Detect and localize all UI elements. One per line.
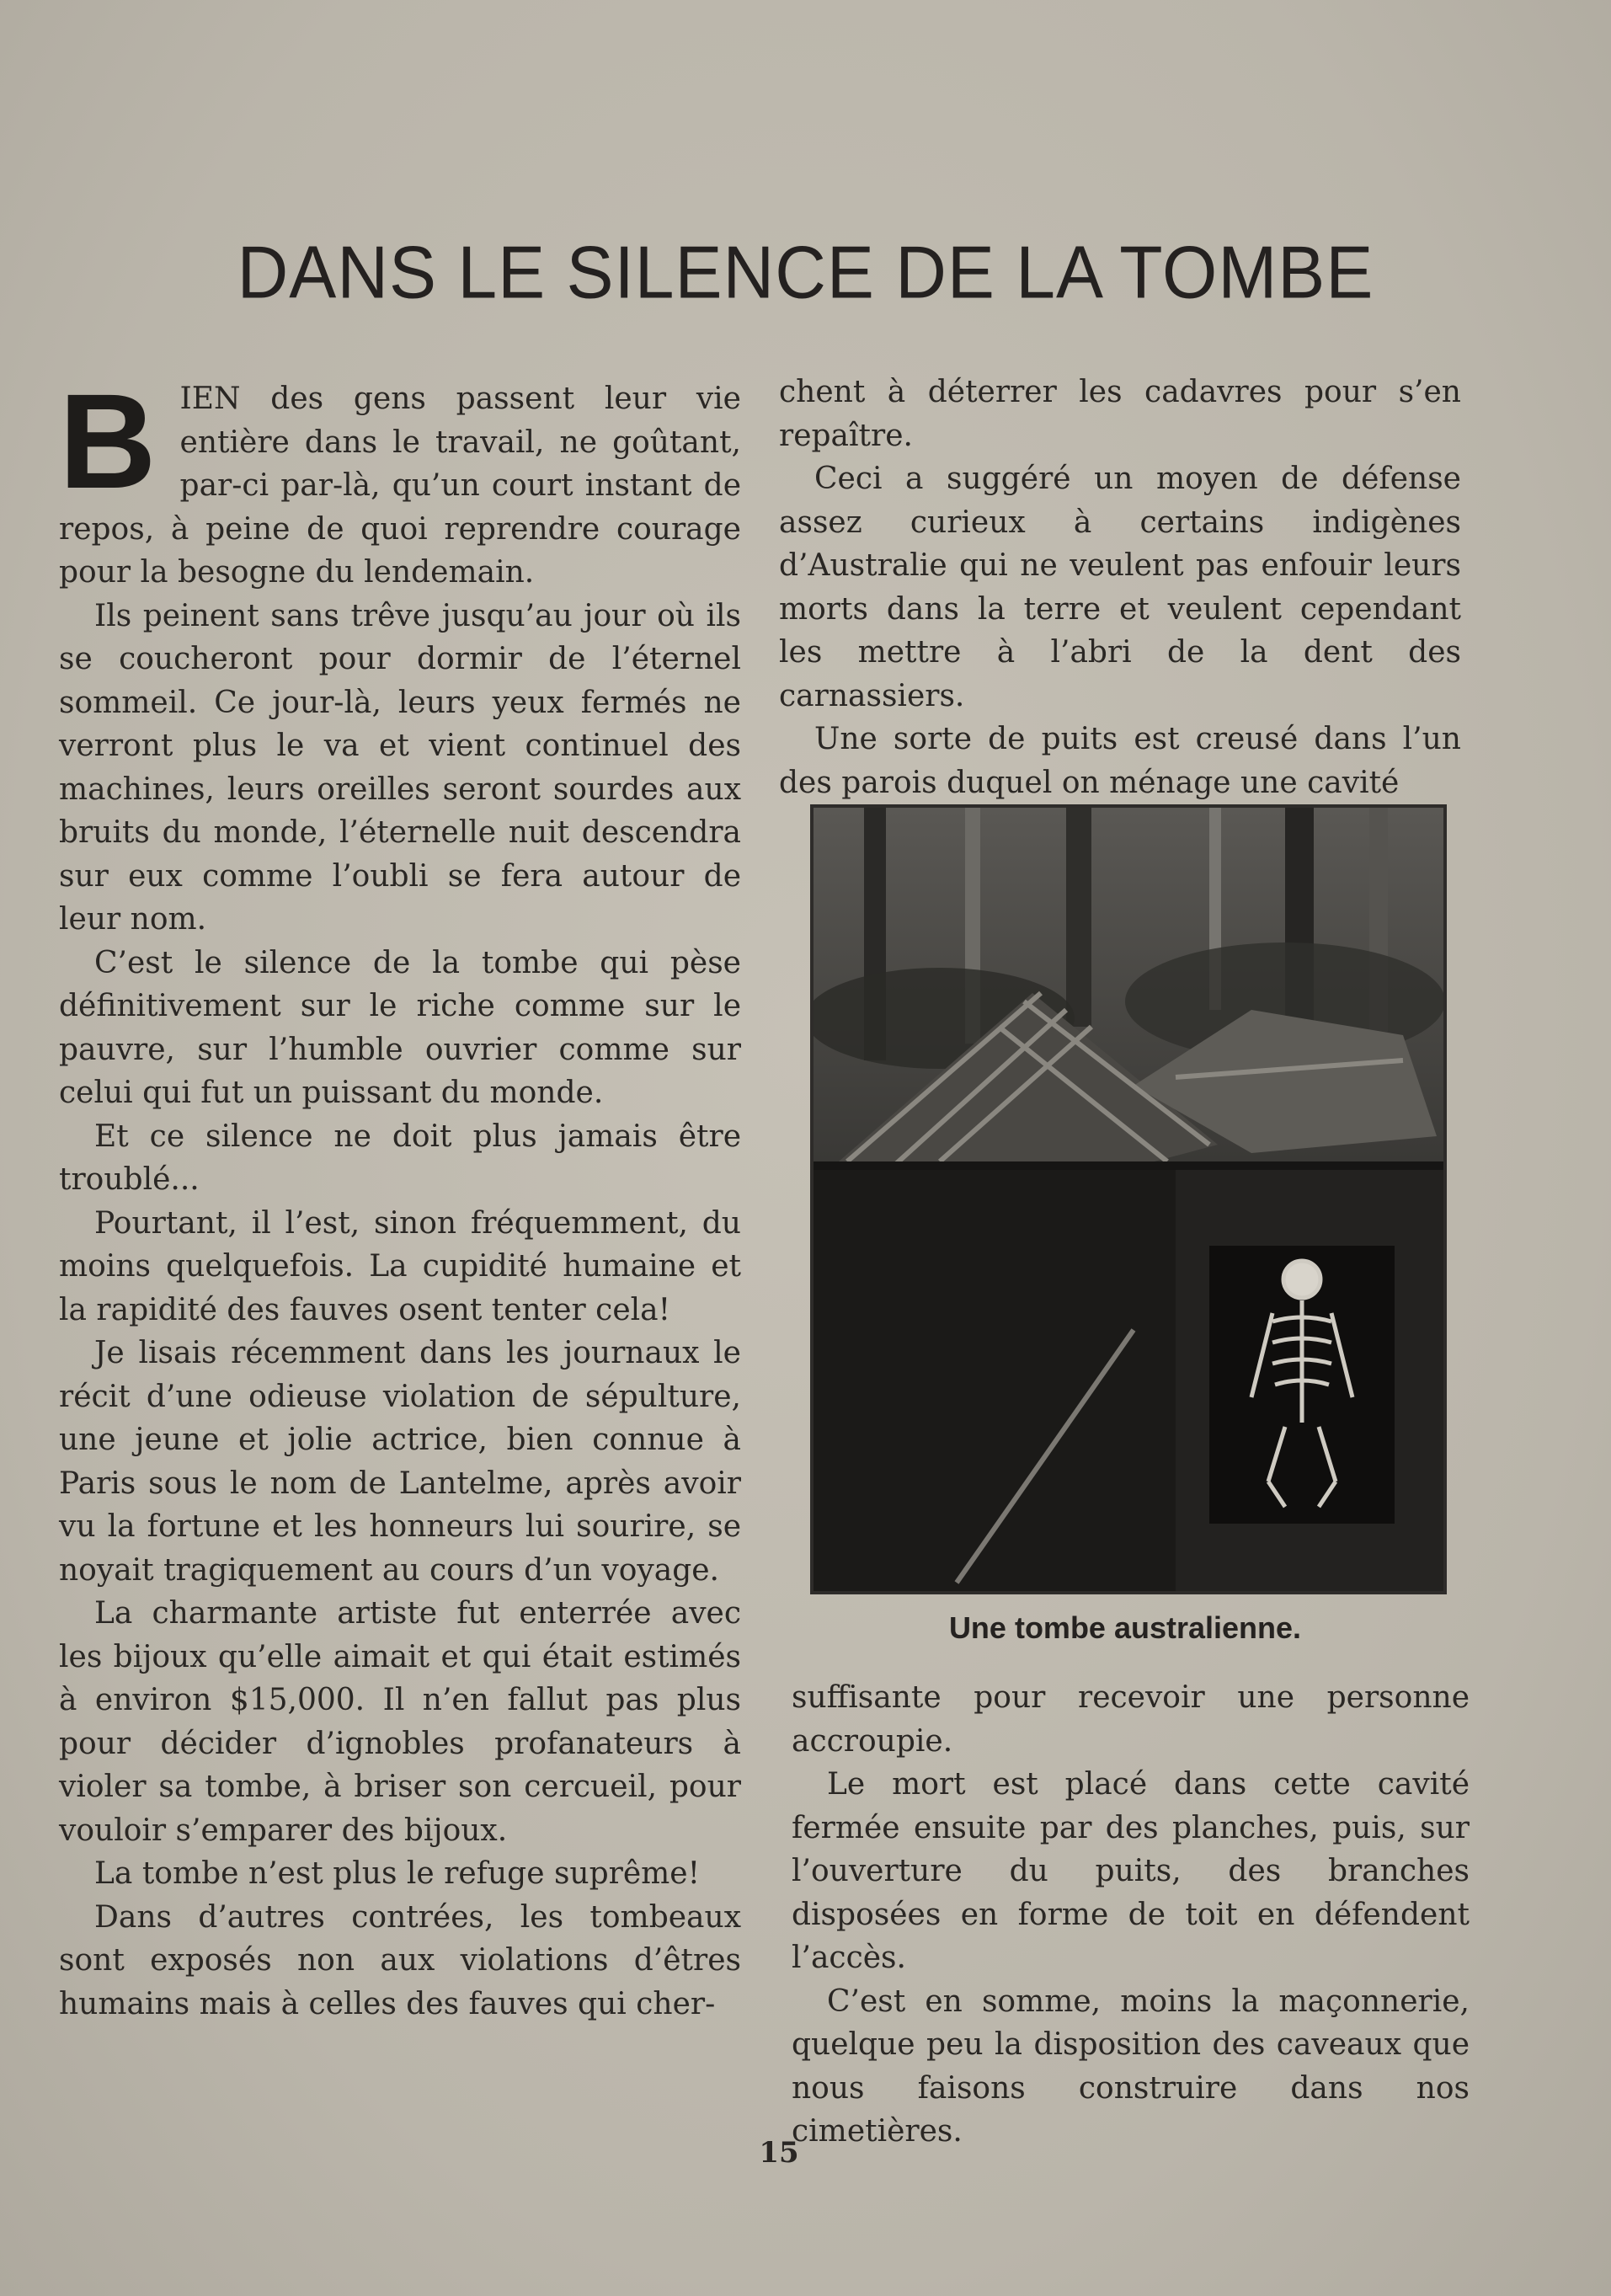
left-column: [59, 366, 741, 2026]
paragraph-4: Et ce silence ne doit plus jamais être troublé...: [59, 1119, 741, 1197]
page-number: 15: [759, 2136, 799, 2170]
paragraph-6: Je lisais récemment dans les journaux le récit d’une odieuse violation de sépulture, une jeune et jolie actrice, bien connue à Paris sous le nom de Lantelme, après avoir vu la fortune et les honneurs lui sourire, se noyait tragiquement au cours d’un voyage.: [59, 1336, 741, 1588]
paragraph-1: [59, 366, 741, 595]
paragraph-5: Pourtant, il l’est, sinon fréquemment, du moins quelquefois. La cupidité humaine et la rapidité des fauves osent tenter cela!: [59, 1205, 741, 1327]
paragraph-text: IEN des gens passent leur vie entière dans le travail, ne goûtant, par-ci par-là, qu’un court instant de repos, à peine de quoi reprendre courage pour la besogne du lendemain.: [59, 382, 741, 590]
figure-caption: Une tombe australienne.: [948, 1610, 1302, 1645]
paragraph-14: Le mort est placé dans cette cavité fermée ensuite par des planches, puis, sur l’ouverture du puits, des branches disposées en forme de toit en défendent l’accès.: [792, 1767, 1470, 1975]
paragraph-7: La charmante artiste fut enterrée avec les bijoux qu’elle aimait et qui était estimés à environ $15,000. Il n’en fallut pas plus pour décider d’ignobles profanateurs à violer sa tombe, à briser son cercueil, pour vouloir s’emparer des bijoux.: [59, 1596, 741, 1848]
paragraph-13: suffisante pour recevoir une personne accroupie.: [792, 1680, 1470, 1759]
dropcap-letter: B: [59, 366, 157, 516]
paragraph-2: Ils peinent sans trêve jusqu’au jour où ils se coucheront pour dormir de l’éternel sommeil. Ce jour-là, leurs yeux fermés ne verront plus le va et vient continuel des machines, leurs oreilles seront sourdes aux bruits du monde, l’éternelle nuit descendra sur eux comme l’oubli se fera autour de leur nom.: [59, 598, 741, 937]
paragraph-12: Une sorte de puits est creusé dans l’un des parois duquel on ménage une cavité: [779, 722, 1461, 800]
paragraph-11: Ceci a suggéré un moyen de défense assez curieux à certains indigènes d’Australie qui ne veulent pas enfouir leurs morts dans la terre et veulent cependant les mettre à l’abri de la dent des carnassiers.: [779, 462, 1461, 713]
paragraph-15: C’est en somme, moins la maçonnerie, quelque peu la disposition des caveaux que nous faisons construire dans nos cimetières.: [792, 1984, 1470, 2149]
paragraph-9: Dans d’autres contrées, les tombeaux sont exposés non aux violations d’êtres humains mais à celles des fauves qui cher-: [59, 1899, 741, 2021]
tomb-photograph: [810, 804, 1447, 1594]
paragraph-10: chent à déterrer les cadavres pour s’en repaître.: [779, 375, 1461, 453]
right-column-top: [779, 371, 1461, 804]
right-column-bottom: [792, 1676, 1470, 2154]
tomb-photo-illustration: [814, 808, 1443, 1591]
paragraph-3: C’est le silence de la tombe qui pèse définitivement sur le riche comme sur le pauvre, sur l’humble ouvrier comme sur celui qui fut un puissant du monde.: [59, 945, 741, 1110]
article-title: DANS LE SILENCE DE LA TOMBE: [237, 230, 1374, 314]
paragraph-8: La tombe n’est plus le refuge suprême!: [94, 1856, 701, 1891]
